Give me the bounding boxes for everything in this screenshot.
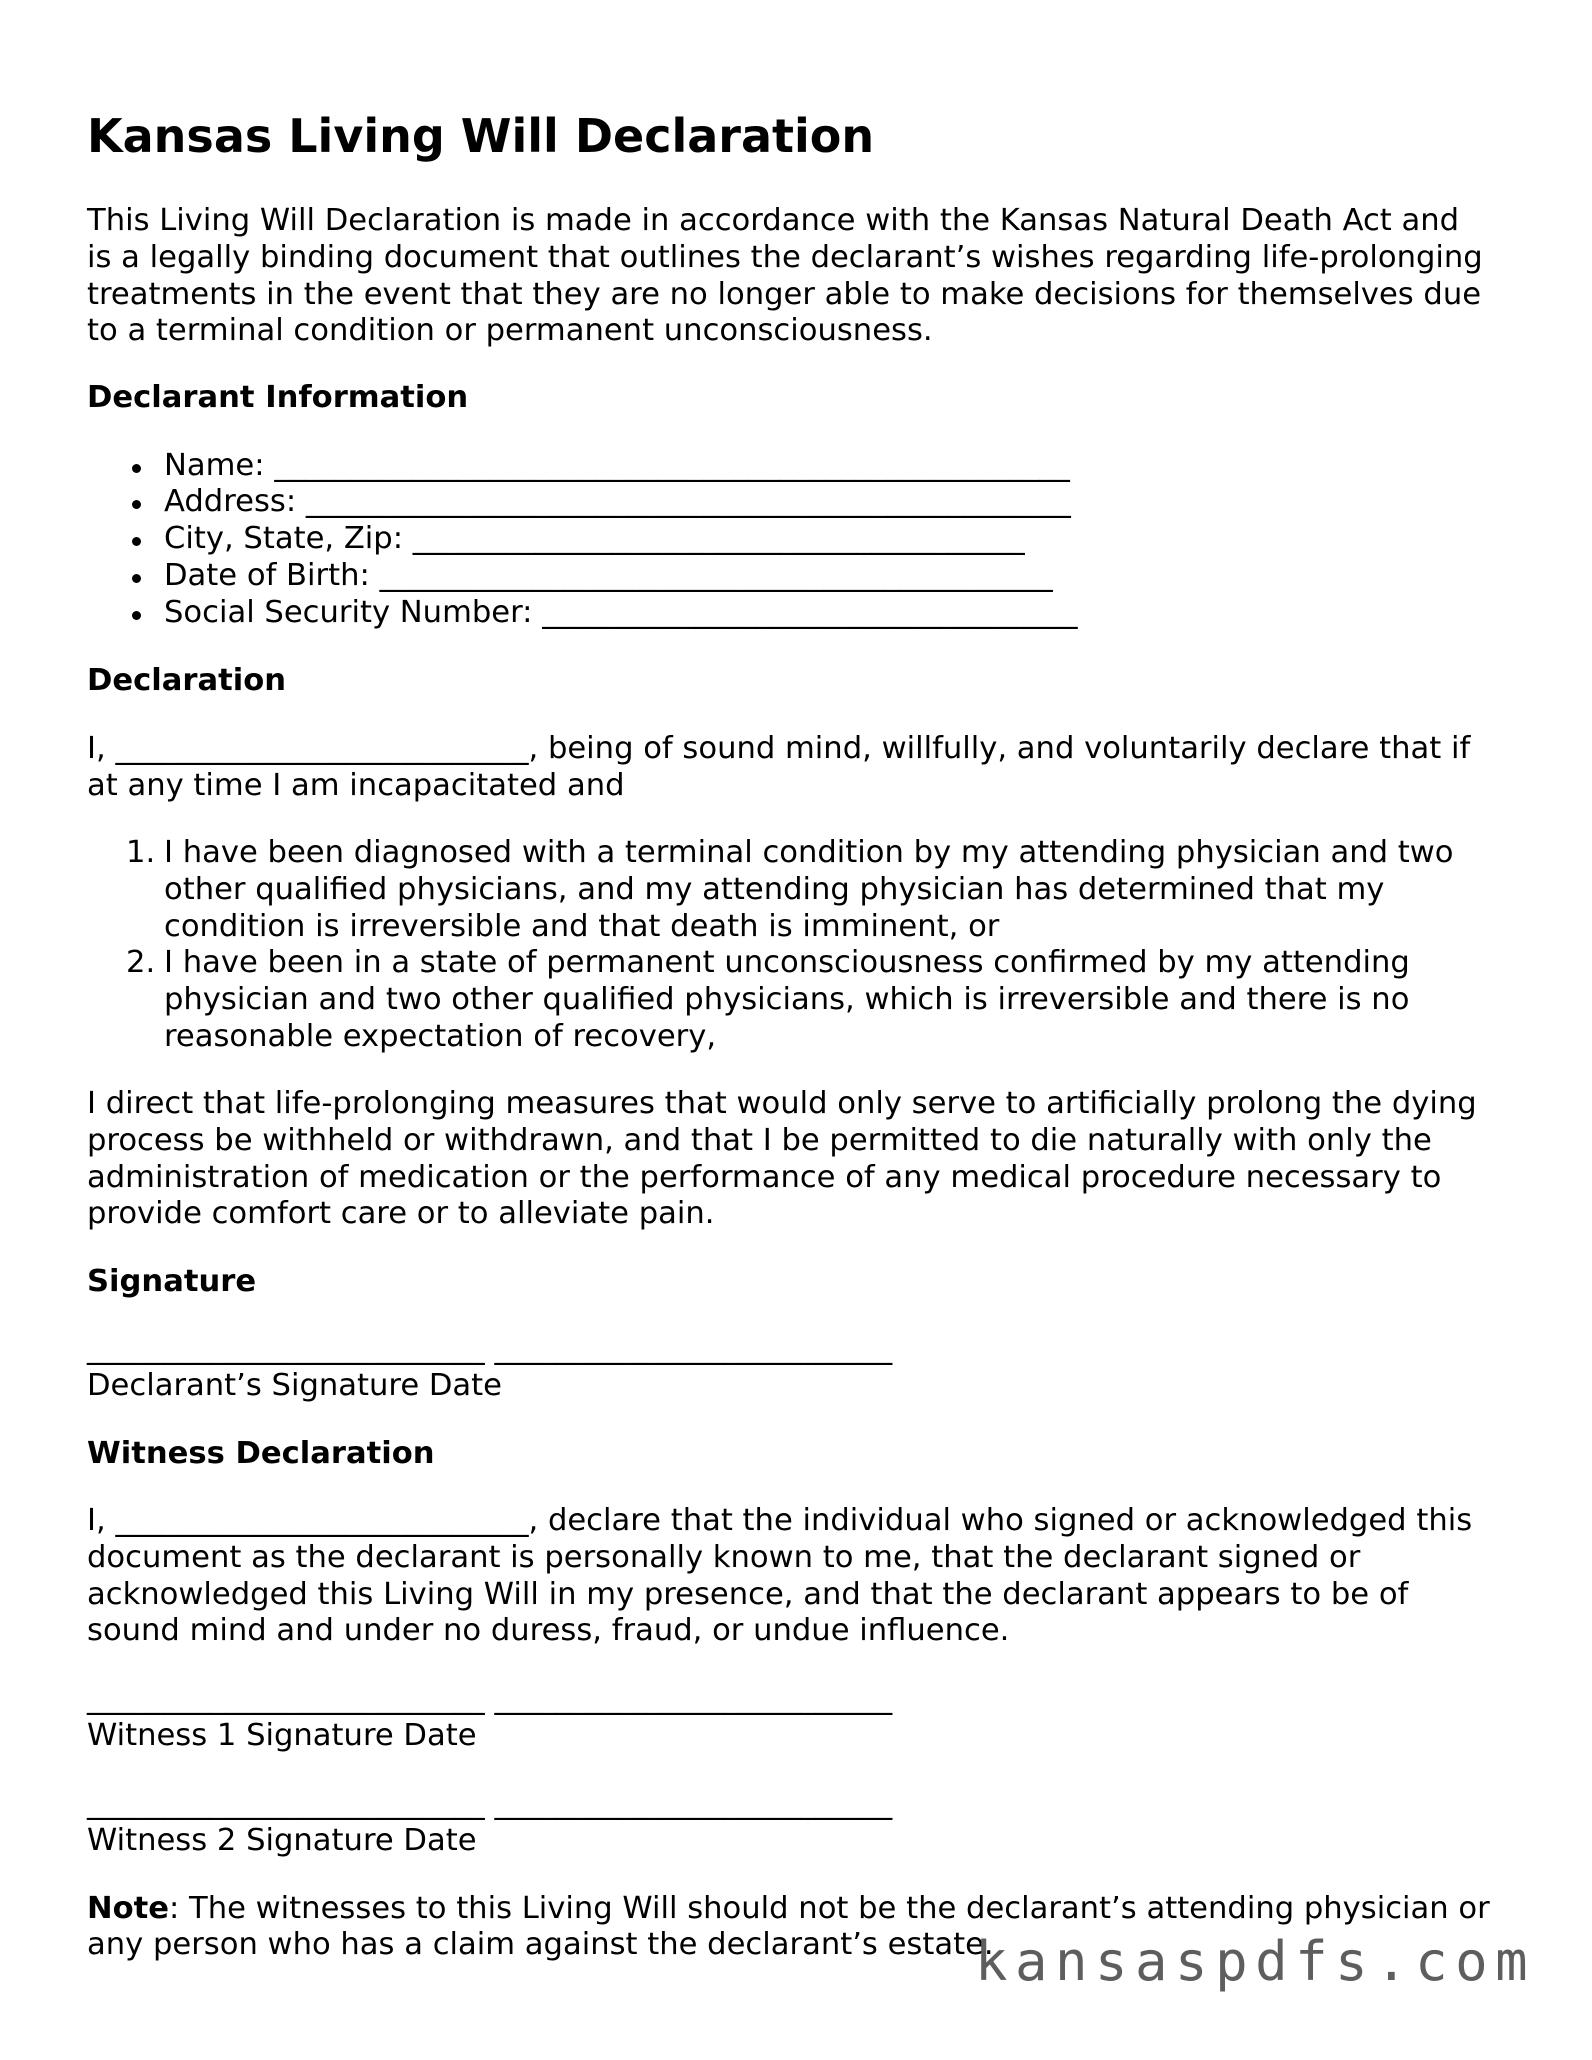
list-item-city-state-zip <box>87 521 1078 558</box>
witness-2-signature-block <box>87 1786 892 1860</box>
witness-line: acknowledged this Living Will in my presence, and that the declarant appears to be of <box>87 1576 1409 1612</box>
note-line <box>87 1891 1490 1928</box>
document-title: Kansas Living Will Declaration <box>87 109 875 163</box>
conditions-list <box>87 835 1453 1056</box>
witness-statement <box>87 1503 1472 1650</box>
condition-line: I have been diagnosed with a terminal condition by my attending physician and two <box>164 835 1454 870</box>
witness-line: document as the declarant is personally known to me, that the declarant signed or <box>87 1539 1361 1575</box>
bullet-icon <box>132 611 141 620</box>
list-item-address <box>87 484 1078 521</box>
date-of-birth-field-blank: ____________________________________________ <box>379 557 1053 593</box>
site-watermark: kansaspdfs.com <box>975 1930 1536 1993</box>
note-text: : The witnesses to this Living Will should not be the declarant’s attending physician or <box>169 1890 1490 1926</box>
declaration-line: at any time I am incapacitated and <box>87 767 625 803</box>
address-field-blank: __________________________________________________ <box>305 484 1071 520</box>
address-field-label: Address: <box>164 484 297 520</box>
condition-line: reasonable expectation of recovery, <box>164 1018 717 1054</box>
declarant-signature-block <box>87 1331 892 1405</box>
list-item-name <box>87 448 1078 485</box>
condition-line: condition is irreversible and that death is imminent, or <box>164 908 1000 944</box>
condition-line: I have been in a state of permanent unconsciousness confirmed by my attending <box>164 945 1410 981</box>
declarant-signature-blank: __________________________ __________________________ <box>87 1331 893 1366</box>
list-number: 2. <box>126 945 156 981</box>
intro-line: to a terminal condition or permanent unconsciousness. <box>87 313 933 349</box>
list-item-ssn <box>87 595 1078 632</box>
declaration-heading: Declaration <box>87 663 287 698</box>
witness-2-signature-caption: Witness 2 Signature Date <box>87 1822 477 1858</box>
condition-item-2 <box>87 945 1453 1055</box>
directive-line: provide comfort care or to alleviate pain. <box>87 1196 715 1232</box>
list-number: 1. <box>126 835 156 870</box>
bullet-icon <box>132 574 141 583</box>
name-field-blank: ____________________________________________________ <box>274 447 1070 483</box>
intro-line: treatments in the event that they are no longer able to make decisions for themselves due <box>87 276 1482 312</box>
declarant-information-heading: Declarant Information <box>87 380 469 415</box>
list-item-date-of-birth <box>87 558 1078 595</box>
intro-line: This Living Will Declaration is made in accordance with the Kansas Natural Death Act and <box>87 203 1460 238</box>
declarant-information-list <box>87 448 1078 632</box>
city-state-zip-field-blank: ________________________________________ <box>412 521 1025 557</box>
note-label: Note <box>87 1890 169 1926</box>
witness-1-signature-block <box>87 1681 892 1755</box>
witness-line: sound mind and under no duress, fraud, or undue influence. <box>87 1613 1010 1649</box>
intro-paragraph <box>87 203 1483 350</box>
witness-2-signature-blank: __________________________ __________________________ <box>87 1786 893 1821</box>
signature-heading: Signature <box>87 1264 257 1299</box>
city-state-zip-field-label: City, State, Zip: <box>164 521 404 557</box>
directive-line: I direct that life-prolonging measures that would only serve to artificially prolong the dying <box>87 1086 1477 1121</box>
directive-line: process be withheld or withdrawn, and that I be permitted to die naturally with only the <box>87 1122 1432 1158</box>
directive-paragraph <box>87 1086 1477 1233</box>
ssn-field-blank: ___________________________________ <box>542 594 1078 630</box>
condition-line: physician and two other qualified physicians, which is irreversible and there is no <box>164 982 1410 1018</box>
condition-line: other qualified physicians, and my attending physician has determined that my <box>164 871 1385 907</box>
witness-declaration-heading: Witness Declaration <box>87 1435 435 1471</box>
name-field-label: Name: <box>164 447 265 483</box>
witness-line: I, ___________________________, declare that the individual who signed or acknowledged this <box>87 1503 1473 1538</box>
intro-line: is a legally binding document that outlines the declarant’s wishes regarding life-prolonging <box>87 239 1483 275</box>
ssn-field-label: Social Security Number: <box>164 594 533 630</box>
note-line: any person who has a claim against the declarant’s estate. <box>87 1927 994 1963</box>
witness-1-signature-blank: __________________________ __________________________ <box>87 1681 893 1716</box>
bullet-icon <box>132 464 141 473</box>
date-of-birth-field-label: Date of Birth: <box>164 557 370 593</box>
condition-item-1 <box>87 835 1453 945</box>
directive-line: administration of medication or the performance of any medical procedure necessary to <box>87 1159 1442 1195</box>
witness-1-signature-caption: Witness 1 Signature Date <box>87 1717 477 1753</box>
declaration-statement <box>87 731 1470 805</box>
declarant-signature-caption: Declarant’s Signature Date <box>87 1367 502 1403</box>
bullet-icon <box>132 500 141 509</box>
declaration-line: I, ___________________________, being of sound mind, willfully, and voluntarily declare that if <box>87 731 1471 766</box>
bullet-icon <box>132 537 141 546</box>
